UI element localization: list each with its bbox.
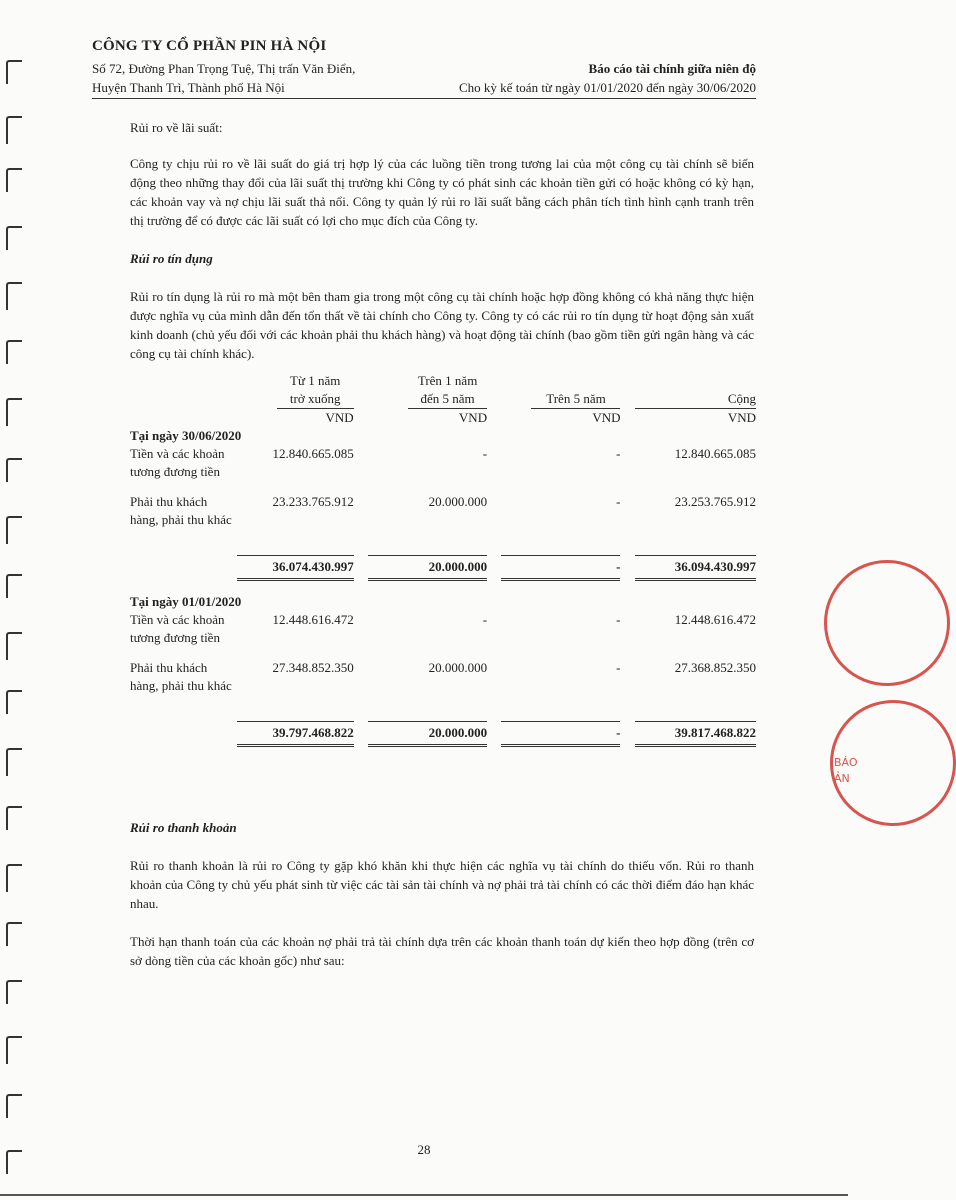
row-label: Tiền và các khoản tương đương tiền — [130, 612, 225, 645]
credit-risk-paragraph: Rủi ro tín dụng là rủi ro mà một bên tham gia trong một công cụ tài chính hoặc hợp đồng không có khả năng thực hiện được nghĩa vụ của mình dẫn đến tổn thất về tài chính cho Công ty. Công ty có các rủi ro tín dụng từ hoạt động sản xuất kinh doanh (chủ yếu đối với các khoản phải thu khách hàng) và hoạt động tài chính (bao gồm tiền gửi ngân hàng và các công cụ tài chính khác). — [130, 289, 754, 361]
binder-hole — [6, 1036, 22, 1064]
liquidity-risk-text — [130, 818, 754, 970]
total-value: 39.797.468.822 — [237, 722, 354, 746]
page-header — [92, 38, 756, 99]
total-value: - — [501, 722, 620, 746]
row-label: Tiền và các khoản tương đương tiền — [130, 446, 225, 479]
cell-value: 12.840.665.085 — [674, 446, 756, 461]
binder-hole — [6, 980, 22, 1004]
address-line-1: Số 72, Đường Phan Trọng Tuệ, Thị trấn Văn Điển, — [92, 61, 356, 76]
cell-value: 23.253.765.912 — [674, 494, 756, 509]
cell-value: 20.000.000 — [428, 494, 488, 509]
binder-hole — [6, 226, 22, 250]
binder-hole — [6, 1094, 22, 1118]
liquidity-risk-heading: Rủi ro thanh khoản — [130, 820, 237, 835]
credit-risk-table — [130, 372, 756, 747]
period-heading-row — [130, 593, 756, 611]
company-name: CÔNG TY CỔ PHẦN PIN HÀ NỘI — [92, 38, 327, 54]
company-seal-stamp: BÁO ẢN — [812, 560, 892, 840]
cell-value: 12.448.616.472 — [272, 612, 354, 627]
table-row — [130, 611, 756, 647]
cell-value: - — [616, 446, 621, 461]
binder-hole — [6, 690, 22, 714]
unit-label: VND — [592, 410, 621, 425]
total-value: 36.094.430.997 — [635, 556, 756, 580]
cell-value: - — [616, 612, 621, 627]
binder-hole — [6, 632, 22, 660]
cell-value: - — [482, 446, 488, 461]
total-row — [130, 722, 756, 746]
cell-value: 12.448.616.472 — [674, 612, 756, 627]
period-label: Tại ngày 01/01/2020 — [130, 594, 242, 609]
table-row — [130, 659, 756, 695]
binder-hole — [6, 340, 22, 364]
interest-risk-heading: Rủi ro về lãi suất: — [130, 120, 223, 135]
unit-label: VND — [458, 410, 488, 425]
interest-and-credit-text — [130, 118, 754, 363]
cell-value: - — [616, 660, 621, 675]
liquidity-risk-paragraph-2: Thời hạn thanh toán của các khoản nợ phải trả tài chính dựa trên các khoản thanh toán dự kiến theo hợp đồng (trên cơ sở dòng tiền của các khoản gốc) như sau: — [130, 934, 754, 968]
col-header-line2: Trên 5 năm — [531, 390, 620, 409]
cell-value: - — [616, 494, 621, 509]
table-row — [130, 493, 756, 529]
cell-value: - — [482, 612, 488, 627]
cell-value: 27.348.852.350 — [272, 660, 354, 675]
total-value: 20.000.000 — [368, 722, 487, 746]
header-divider — [92, 98, 756, 99]
unit-label: VND — [727, 410, 756, 425]
row-label: Phải thu khách hàng, phải thu khác — [130, 494, 232, 527]
cell-value: 20.000.000 — [428, 660, 488, 675]
report-title: Báo cáo tài chính giữa niên độ — [588, 61, 756, 76]
col-header-line2: trở xuống — [277, 390, 354, 409]
page-number: 28 — [417, 1142, 431, 1157]
table-unit-row — [130, 409, 756, 427]
liquidity-risk-paragraph-1: Rủi ro thanh khoản là rủi ro Công ty gặp khó khăn khi thực hiện các nghĩa vụ tài chính do thiếu vốn. Rủi ro thanh khoản của Công ty chủ yếu phát sinh từ việc các tài sản tài chính và nợ phải trả tài chính có các thời điểm đáo hạn khác nhau. — [130, 858, 754, 911]
period-label: Tại ngày 30/06/2020 — [130, 428, 242, 443]
total-value: 36.074.430.997 — [237, 556, 354, 580]
binder-holes — [0, 0, 30, 1200]
binder-hole — [6, 60, 22, 84]
cell-value: 27.368.852.350 — [674, 660, 756, 675]
cell-value: 12.840.665.085 — [272, 446, 354, 461]
page-bottom-edge — [0, 1194, 848, 1196]
table-row — [130, 445, 756, 481]
binder-hole — [6, 168, 22, 192]
binder-hole — [6, 574, 22, 598]
binder-hole — [6, 748, 22, 776]
period-heading-row — [130, 427, 756, 445]
cell-value: 23.233.765.912 — [272, 494, 354, 509]
binder-hole — [6, 864, 22, 892]
binder-hole — [6, 116, 22, 144]
unit-label: VND — [325, 410, 354, 425]
credit-risk-heading: Rủi ro tín dụng — [130, 251, 213, 266]
row-label: Phải thu khách hàng, phải thu khác — [130, 660, 232, 693]
address-line-2: Huyện Thanh Trì, Thành phố Hà Nội — [92, 80, 285, 95]
interest-risk-paragraph: Công ty chịu rủi ro về lãi suất do giá trị hợp lý của các luồng tiền trong tương lai của một công cụ tài chính sẽ biến động theo những thay đổi của lãi suất thị trường khi Công ty có phát sinh các khoản tiền gửi có hoặc không có kỳ hạn, các khoản vay và nợ chịu lãi suất thả nổi. Công ty quản lý rủi ro lãi suất bằng cách phân tích tình hình cạnh tranh trên thị trường để có được các lãi suất có lợi cho mục đích của Công ty. — [130, 156, 754, 228]
col-header-line1: Trên 1 năm — [417, 373, 478, 388]
total-value: 39.817.468.822 — [635, 722, 756, 746]
total-value: 20.000.000 — [368, 556, 487, 580]
total-value: - — [501, 556, 620, 580]
binder-hole — [6, 516, 22, 544]
binder-hole — [6, 806, 22, 830]
col-header-line2: Cộng — [635, 390, 756, 409]
report-period: Cho kỳ kế toán từ ngày 01/01/2020 đến ngày 30/06/2020 — [459, 80, 756, 95]
table-column-headers — [130, 372, 756, 409]
col-header-line1: Từ 1 năm — [290, 373, 341, 388]
binder-hole — [6, 282, 22, 310]
binder-hole — [6, 458, 22, 482]
total-row — [130, 556, 756, 580]
col-header-line2: đến 5 năm — [408, 390, 487, 409]
binder-hole — [6, 922, 22, 946]
binder-hole — [6, 398, 22, 426]
